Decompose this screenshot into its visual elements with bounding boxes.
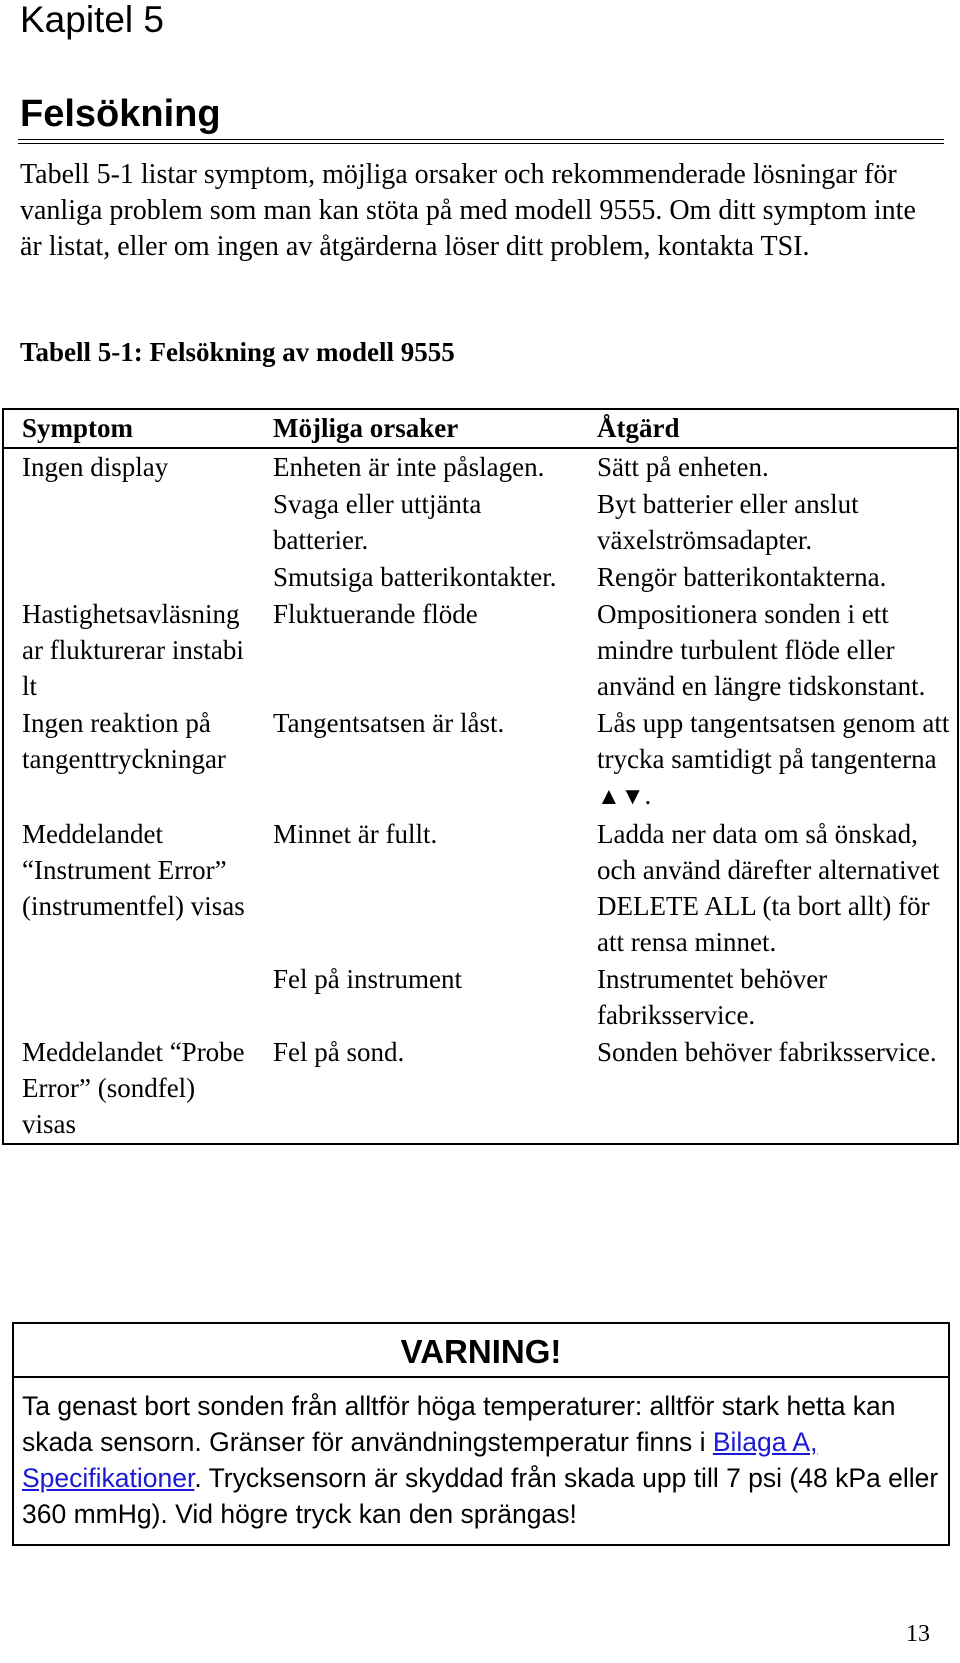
warning-title: VARNING! <box>14 1324 948 1378</box>
warning-text-end: . Trycksensorn är skyddad från skada upp till 7 psi (48 kPa eller 360 mmHg). Vid högre tryck kan den sprängas! <box>22 1463 939 1529</box>
warning-text-start: Ta genast bort sonden från alltför höga temperaturer: alltför stark hetta kan skada sensorn. Gränser för användningstemperatur finns i <box>22 1391 896 1457</box>
symptom-cell <box>3 486 255 559</box>
title-rule <box>18 139 944 140</box>
symptom-cell: Ingen reaktion på tangenttryckningar <box>3 705 255 816</box>
intro-paragraph: Tabell 5-1 listar symptom, möjliga orsaker och rekommenderade lösningar för vanliga problem som man kan stöta på med modell 9555. Om ditt symptom inte är listat, eller om ingen av åtgärderna löser ditt problem, kontakta TSI. <box>20 159 916 262</box>
action-cell: Ladda ner data om så önskad, och använd därefter alternativet DELETE ALL (ta bort allt) för att rensa minnet. <box>579 816 958 961</box>
cause-cell: Fluktuerande flöde <box>273 599 478 629</box>
table-row <box>3 559 958 596</box>
warning-text <box>14 1378 948 1544</box>
cause-cell: Fel på instrument <box>273 964 462 994</box>
action-text: Lås upp tangentsatsen genom att trycka samtidigt på tangenterna <box>597 708 950 774</box>
header-action: Åtgärd <box>579 409 958 448</box>
troubleshooting-table <box>2 408 959 1145</box>
symptom-cell: Meddelandet “Instrument Error” (instrumentfel) visas <box>3 816 255 961</box>
action-cell: Sonden behöver fabriksservice. <box>579 1034 958 1144</box>
cause-cell: Smutsiga batterikontakter. <box>273 562 557 592</box>
header-causes: Möjliga orsaker <box>255 409 579 448</box>
action-cell: Rengör batterikontakterna. <box>579 559 958 596</box>
warning-box <box>12 1322 950 1546</box>
table-row <box>3 961 958 1034</box>
symptom-cell <box>3 961 255 1034</box>
header-symptom: Symptom <box>3 409 255 448</box>
chapter-heading: Kapitel 5 <box>20 0 164 40</box>
symptom-cell: Meddelandet “Probe Error” (sondfel) visas <box>3 1034 255 1144</box>
cause-cell: Tangentsatsen är låst. <box>273 708 505 738</box>
up-down-keys-icon: ▲▼ <box>597 784 645 810</box>
cause-cell: Fel på sond. <box>255 1034 579 1144</box>
table-caption: Tabell 5-1: Felsökning av modell 9555 <box>20 337 455 367</box>
action-cell: Instrumentet behöver fabriksservice. <box>579 961 958 1034</box>
cause-cell: Enheten är inte påslagen. <box>273 452 545 482</box>
section-title: Felsökning <box>20 93 221 135</box>
action-end: . <box>644 780 652 810</box>
table-row <box>3 1034 958 1144</box>
action-cell <box>579 705 958 816</box>
table-row <box>3 596 958 705</box>
table-row <box>3 816 958 961</box>
table-row <box>3 705 958 816</box>
cause-cell: Svaga eller uttjänta batterier. <box>273 489 482 555</box>
table-header-row <box>3 409 958 448</box>
action-cell: Sätt på enheten. <box>579 448 958 486</box>
action-cell: Ompositionera sonden i ett mindre turbulent flöde eller använd en längre tidskonstant. <box>579 596 958 705</box>
page-number: 13 <box>906 1621 930 1647</box>
specifications-link[interactable]: Bilaga A, Specifikationer <box>22 1427 818 1493</box>
symptom-cell: Hastighetsavläsningar flukturerar instabilt <box>3 596 255 705</box>
action-cell: Byt batterier eller anslut växelströmsadapter. <box>579 486 958 559</box>
table-row <box>3 486 958 559</box>
symptom-cell <box>3 559 255 596</box>
title-rule-thin <box>18 143 944 144</box>
symptom-cell: Ingen display <box>3 448 255 486</box>
cause-cell: Minnet är fullt. <box>273 819 438 849</box>
table-row <box>3 448 958 486</box>
